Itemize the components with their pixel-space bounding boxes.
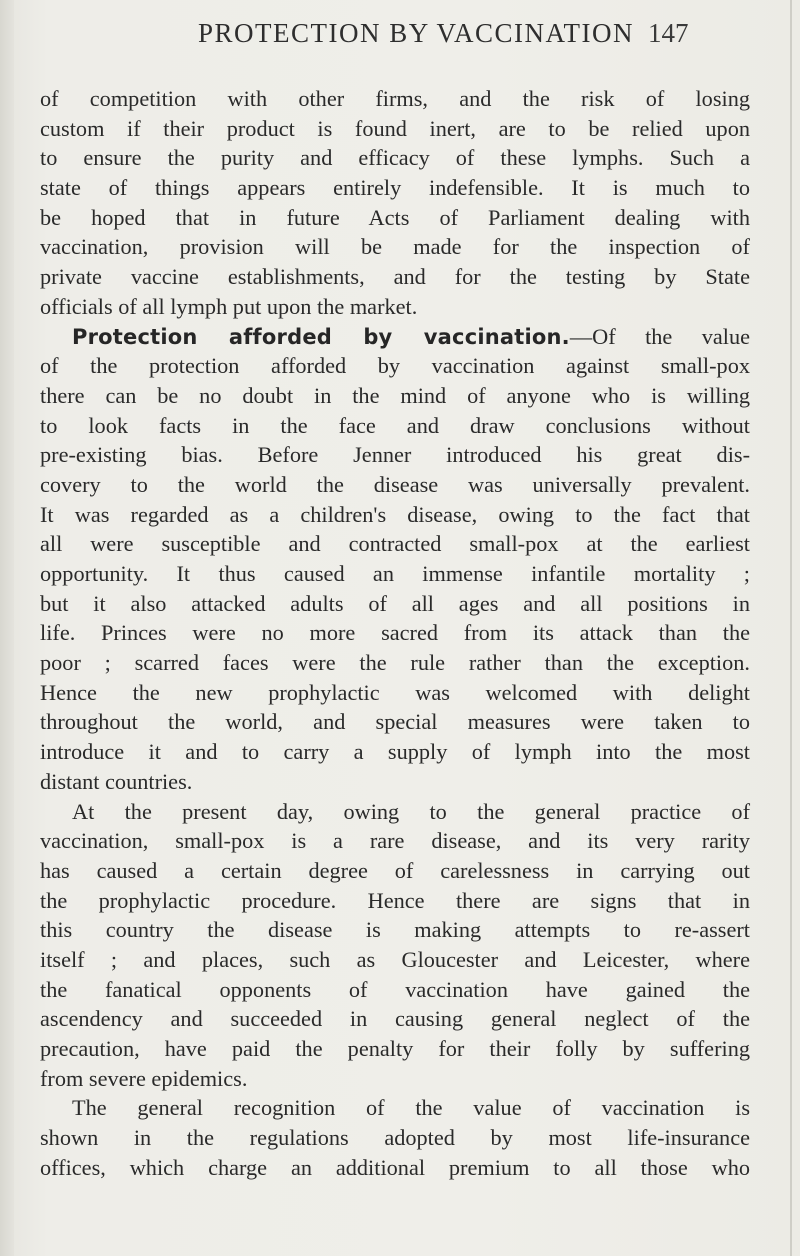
- text-line: state of things appears entirely indefensible. It is much to: [40, 175, 750, 201]
- text-line: ascendency and succeeded in causing general neglect of the: [40, 1006, 750, 1032]
- text-line: covery to the world the disease was universally prevalent.: [40, 471, 750, 497]
- text-line: this country the disease is making attempts to re-assert: [40, 917, 750, 943]
- running-head: PROTECTION BY VACCINATION: [198, 18, 635, 48]
- text-line: of competition with other firms, and the risk of losing: [40, 86, 750, 111]
- text-line: It was regarded as a children's disease, owing to the fact that: [40, 501, 750, 527]
- text-line: opportunity. It thus caused an immense infantile mortality ;: [40, 561, 750, 586]
- text-line: life. Princes were no more sacred from its attack than the: [40, 620, 750, 646]
- text-line: there can be no doubt in the mind of anyone who is willing: [40, 382, 750, 408]
- text-line: has caused a certain degree of carelessness in carrying out: [40, 857, 750, 883]
- text-line: vaccination, small-pox is a rare disease, and its very rarity: [40, 828, 750, 854]
- text-line: all were susceptible and contracted small-pox at the earliest: [40, 531, 750, 557]
- text-line: Hence the new prophylactic was welcomed with delight: [40, 679, 750, 705]
- text-line: the fanatical opponents of vaccination have gained the: [40, 976, 750, 1002]
- text-line: to ensure the purity and efficacy of these lymphs. Such a: [40, 145, 750, 171]
- page-header: [0, 18, 800, 58]
- text-line: to look facts in the face and draw conclusions without: [40, 412, 750, 438]
- text-line: itself ; and places, such as Gloucester and Leicester, where: [40, 946, 750, 972]
- text-line: officials of all lymph put upon the market.: [40, 293, 418, 319]
- text-line: custom if their product is found inert, are to be relied upon: [40, 115, 750, 141]
- text-line: At the present day, owing to the general practice of: [72, 798, 750, 824]
- text-line: precaution, have paid the penalty for their folly by suffering: [40, 1036, 750, 1061]
- heading-line-text: —Of the value: [569, 323, 751, 349]
- text-line: pre-existing bias. Before Jenner introduced his great dis-: [40, 442, 750, 468]
- page-edge-line: [790, 0, 792, 1256]
- page-number: 147: [648, 18, 689, 48]
- text-line: introduce it and to carry a supply of lymph into the most: [40, 739, 750, 765]
- text-line: distant countries.: [40, 768, 193, 794]
- text-line: the prophylactic procedure. Hence there are signs that in: [40, 887, 750, 913]
- text-line: but it also attacked adults of all ages and all positions in: [40, 590, 750, 616]
- text-line: offices, which charge an additional premium to all those who: [40, 1154, 750, 1180]
- text-line: vaccination, provision will be made for the inspection of: [40, 234, 750, 260]
- text-line: throughout the world, and special measures were taken to: [40, 709, 750, 735]
- page-gutter-shadow: [0, 0, 14, 1256]
- section-heading: Protection afforded by vaccination.: [72, 324, 570, 349]
- text-line: from severe epidemics.: [40, 1065, 248, 1091]
- text-line: private vaccine establishments, and for the testing by State: [40, 264, 750, 290]
- text-line: The general recognition of the value of vaccination is: [72, 1095, 750, 1121]
- text-line: be hoped that in future Acts of Parliament dealing with: [40, 204, 750, 230]
- text-line: shown in the regulations adopted by most life-insurance: [40, 1125, 750, 1151]
- body-text: [40, 84, 750, 1182]
- text-line: of the protection afforded by vaccination against small-pox: [40, 353, 750, 379]
- text-line: poor ; scarred faces were the rule rather than the exception.: [40, 650, 750, 676]
- section-heading-line: [40, 322, 750, 352]
